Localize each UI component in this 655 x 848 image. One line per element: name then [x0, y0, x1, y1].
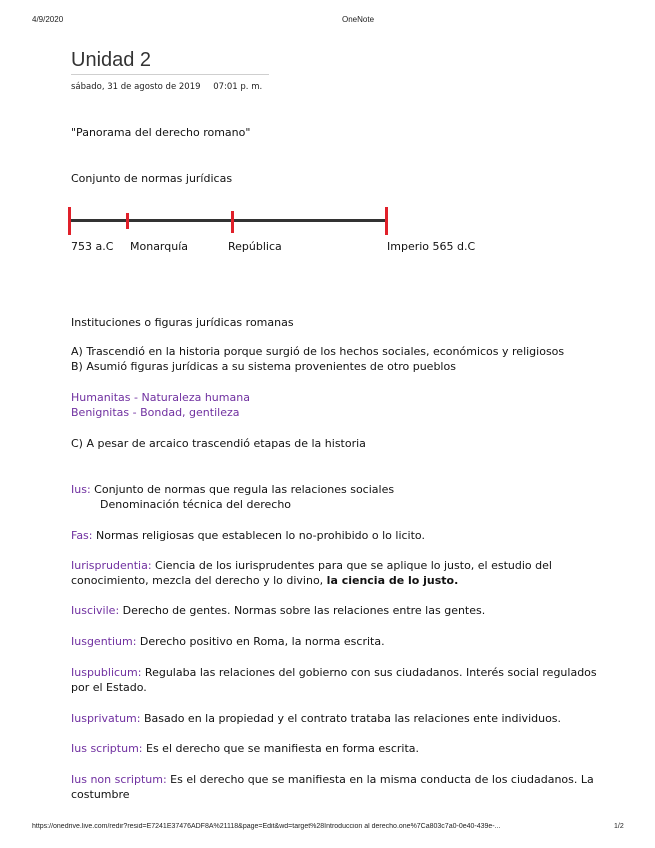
def-iuspublicum: [71, 665, 597, 681]
def-nonscriptum-text1: Es el derecho que se manifiesta en la misma conducta de los ciudadanos. La: [166, 773, 594, 786]
timeline-tick-imperio: [385, 207, 388, 235]
def-ius-text: Conjunto de normas que regula las relaciones sociales: [90, 483, 395, 496]
def-ius: [71, 482, 394, 498]
term-ius-scriptum: Ius scriptum:: [71, 742, 143, 755]
page-title: Unidad 2: [71, 49, 152, 71]
def-iuris-text2: conocimiento, mezcla del derecho y lo divino,: [71, 574, 327, 587]
print-url: https://onedrive.live.com/redir?resid=E7241E37476ADF8A%21118&page=Edit&wd=target%28Introduccion al derecho.one%7Ca803c7a0-0e40-439e-...: [32, 823, 501, 830]
panorama-heading: "Panorama del derecho romano": [71, 126, 251, 139]
timeline-label-imperio: Imperio 565 d.C: [387, 240, 476, 253]
def-ius-text2: Denominación técnica del derecho: [100, 498, 292, 511]
instituciones-heading: Instituciones o figuras jurídicas romanas: [71, 316, 294, 329]
def-ius-scriptum: [71, 741, 419, 757]
benignitas-line: Benignitas - Bondad, gentileza: [71, 406, 240, 419]
def-iuris-bold: la ciencia de lo justo.: [326, 574, 459, 587]
term-iurisprudentia: Iurisprudentia:: [71, 559, 152, 572]
def-ius-non-scriptum-line2: costumbre: [71, 788, 130, 801]
timeline-tick-monarquia: [126, 213, 129, 229]
term-ius-non-scriptum: Ius non scriptum:: [71, 773, 167, 786]
def-iusgentium: [71, 634, 385, 650]
timeline-tick-republica: [231, 211, 234, 233]
term-ius: Ius:: [71, 483, 91, 496]
point-b: B) Asumió figuras jurídicas a su sistema provenientes de otro pueblos: [71, 360, 456, 373]
point-a: A) Trascendió en la historia porque surgió de los hechos sociales, económicos y religiosos: [71, 345, 565, 358]
def-scriptum-text: Es el derecho que se manifiesta en forma escrita.: [142, 742, 420, 755]
term-iuscivile: Iuscivile:: [71, 604, 120, 617]
timeline-label-monarquia: Monarquía: [130, 240, 189, 253]
def-fas-text: Normas religiosas que establecen lo no-prohibido o lo licito.: [92, 529, 425, 542]
term-iuspublicum: Iuspublicum:: [71, 666, 142, 679]
term-iusgentium: Iusgentium:: [71, 635, 137, 648]
def-iurisprudentia-line2: [71, 573, 458, 589]
page-time: 07:01 p. m.: [213, 82, 263, 92]
humanitas-line: Humanitas - Naturaleza humana: [71, 391, 250, 404]
def-privatum-text: Basado en la propiedad y el contrato trataba las relaciones ente individuos.: [140, 712, 562, 725]
print-page-number: 1/2: [614, 823, 624, 830]
def-publicum-text1: Regulaba las relaciones del gobierno con sus ciudadanos. Interés social regulados: [141, 666, 597, 679]
point-c: C) A pesar de arcaico trascendió etapas de la historia: [71, 437, 366, 450]
def-iusprivatum: [71, 711, 561, 727]
def-ius-non-scriptum: [71, 772, 594, 788]
def-gentium-text: Derecho positivo en Roma, la norma escrita.: [136, 635, 385, 648]
def-iurisprudentia: [71, 558, 552, 574]
def-iuspublicum-line2: por el Estado.: [71, 681, 147, 694]
conjunto-heading: Conjunto de normas jurídicas: [71, 172, 233, 185]
term-iusprivatum: Iusprivatum:: [71, 712, 141, 725]
page-datetime: [71, 82, 272, 92]
def-civile-text: Derecho de gentes. Normas sobre las relaciones entre las gentes.: [119, 604, 486, 617]
def-iuscivile: [71, 603, 485, 619]
print-app-name: OneNote: [342, 15, 375, 24]
timeline-label-start: 753 a.C: [71, 240, 114, 253]
title-underline: [71, 74, 269, 75]
timeline-axis: [70, 219, 388, 222]
def-iuris-text1: Ciencia de los iurisprudentes para que se aplique lo justo, el estudio del: [151, 559, 552, 572]
term-fas: Fas:: [71, 529, 93, 542]
def-fas: [71, 528, 425, 544]
page-date: sábado, 31 de agosto de 2019: [71, 82, 201, 92]
def-ius-line2: [71, 497, 291, 513]
print-date: 4/9/2020: [32, 15, 64, 24]
timeline-label-republica: República: [228, 240, 282, 253]
timeline-tick-start: [68, 207, 71, 235]
